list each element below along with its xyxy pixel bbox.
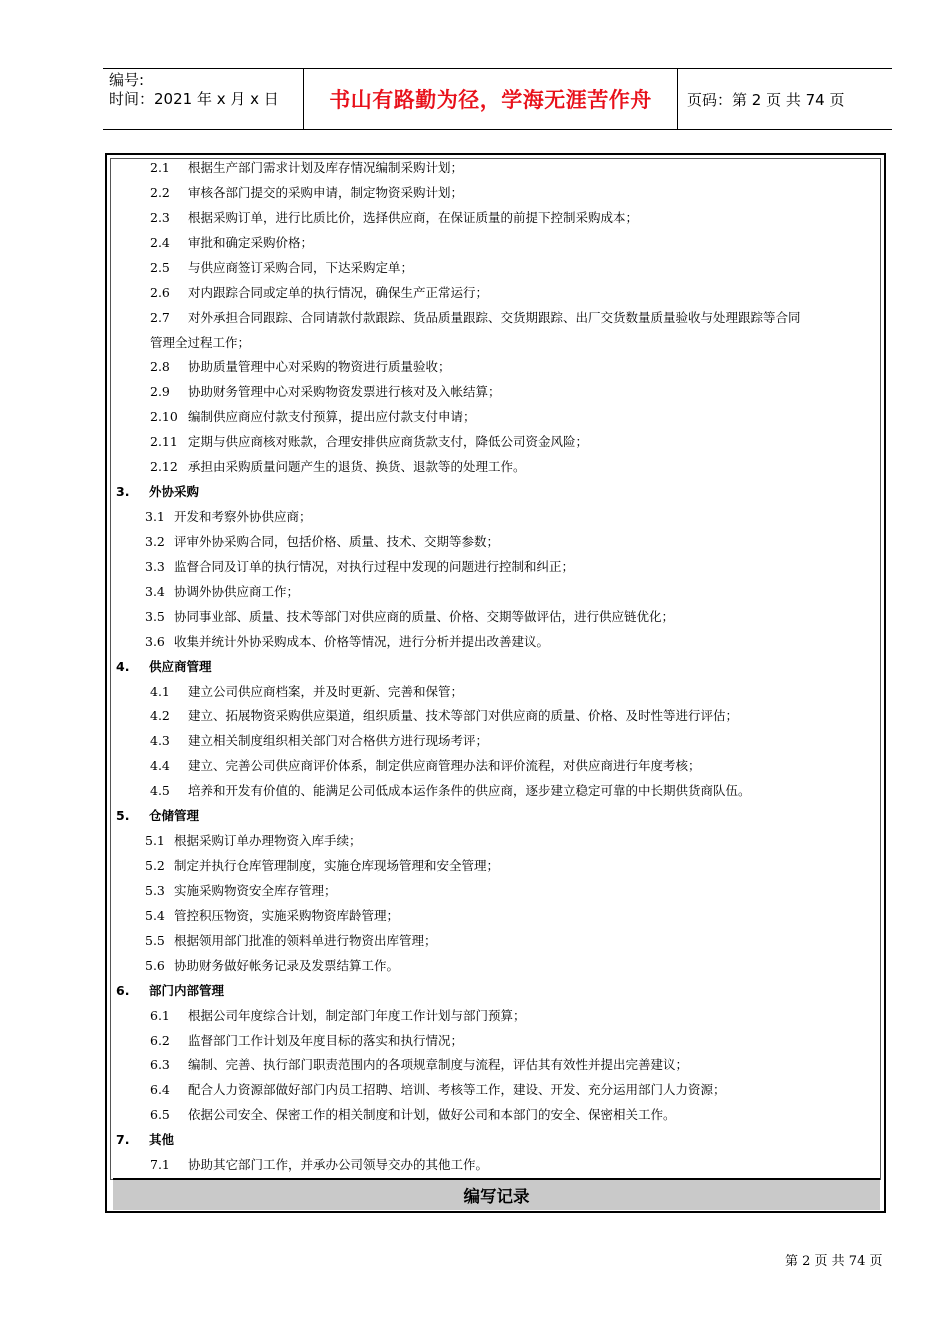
list-item: [150, 158, 463, 176]
list-item: [150, 233, 313, 251]
item-text: 根据采购订单，进行比质比价，选择供应商，在保证质量的前提下控制采购成本；: [188, 209, 639, 225]
item-text: 协调外协供应商工作；: [174, 583, 300, 599]
list-item: [145, 582, 299, 600]
item-number: 2.1: [150, 160, 170, 175]
item-number: 2.4: [150, 234, 170, 250]
item-number: 5.5: [145, 932, 165, 948]
section-title: 部门内部管理: [149, 982, 225, 998]
list-item: [150, 308, 801, 326]
header-motto: 书山有路勤为径，学海无涯苦作舟: [329, 87, 652, 112]
item-text: 管控积压物资，实施采购物资库龄管理；: [174, 907, 400, 923]
item-text: 与供应商签订采购合同，下达采购定单；: [188, 259, 414, 275]
list-item: [150, 1080, 726, 1098]
item-text: 收集并统计外协采购成本、价格等情况，进行分析并提出改善建议。: [174, 633, 550, 649]
item-text: 根据采购订单办理物资入库手续；: [174, 833, 362, 849]
section-number: 5.: [116, 808, 130, 824]
item-text: 协助财务做好帐务记录及发票结算工作。: [174, 957, 400, 973]
list-item: [150, 407, 476, 425]
item-number: 5.3: [145, 882, 165, 898]
item-text: 评审外协采购合同，包括价格、质量、技术、交期等参数；: [174, 533, 500, 549]
section-heading: [116, 806, 199, 824]
item-number: 4.3: [150, 733, 170, 749]
item-text: 根据生产部门需求计划及库存情况编制采购计划；: [188, 160, 464, 175]
item-number: 3.2: [145, 533, 165, 549]
item-number: 3.6: [145, 633, 165, 649]
list-item: [150, 756, 701, 774]
list-item: [145, 532, 499, 550]
section-title: 其他: [149, 1132, 175, 1148]
header-meta: [109, 71, 304, 109]
item-text: 监督部门工作计划及年度目标的落实和执行情况；: [188, 1032, 464, 1048]
section-heading: [116, 657, 212, 675]
item-text: 建立、拓展物资采购供应渠道，组织质量、技术等部门对供应商的质量、价格、及时性等进行评估；: [188, 708, 739, 724]
list-item: [150, 457, 526, 475]
item-number: 7.1: [150, 1157, 170, 1173]
item-text: 培养和开发有价值的、能满足公司低成本运作条件的供应商，逐步建立稳定可靠的中长期供货商队伍。: [188, 783, 751, 799]
item-number: 2.12: [150, 459, 178, 475]
item-number: 4.1: [150, 683, 170, 699]
item-number: 3.5: [145, 608, 165, 624]
list-item: [150, 183, 463, 201]
list-item: [150, 283, 488, 301]
section-number: 3.: [116, 484, 130, 500]
list-item: [150, 1031, 463, 1049]
list-item: [145, 956, 399, 974]
item-text: 协同事业部、质量、技术等部门对供应商的质量、价格、交期等做评估，进行供应链优化；: [174, 608, 675, 624]
list-item-continuation: [150, 333, 250, 351]
list-item: [145, 856, 499, 874]
item-text: 根据领用部门批准的领料单进行物资出库管理；: [174, 932, 437, 948]
item-text: 建立相关制度组织相关部门对合格供方进行现场考评；: [188, 733, 489, 749]
list-item: [150, 1055, 688, 1073]
header-page-label: 页码：第 2 页 共 74 页: [687, 90, 845, 109]
item-number: 2.6: [150, 284, 170, 300]
list-item: [150, 1105, 676, 1123]
list-item: [150, 731, 488, 749]
list-item: [150, 357, 451, 375]
list-item: [150, 382, 501, 400]
item-text: 协助其它部门工作，并承办公司领导交办的其他工作。: [188, 1157, 489, 1173]
item-text: 开发和考察外协供应商；: [174, 509, 312, 525]
list-item: [145, 931, 437, 949]
item-text: 根据公司年度综合计划，制定部门年度工作计划与部门预算；: [188, 1007, 526, 1023]
item-number: 5.2: [145, 858, 165, 874]
item-number: 2.5: [150, 259, 170, 275]
section-heading: [116, 981, 224, 999]
time-label: 时间：2021 年 x 月 x 日: [109, 90, 279, 108]
section-title: 外协采购: [149, 484, 200, 500]
item-number: 6.3: [150, 1057, 170, 1073]
list-item: [150, 1006, 526, 1024]
list-item: [150, 1155, 488, 1173]
item-number: 2.7: [150, 309, 170, 325]
item-number: 4.5: [150, 783, 170, 799]
item-number: 5.1: [145, 833, 165, 849]
section-number: 4.: [116, 658, 130, 674]
item-number: 2.10: [150, 409, 178, 425]
item-number: 5.6: [145, 957, 165, 973]
item-text: 对外承担合同跟踪、合同请款付款跟踪、货品质量跟踪、交货期跟踪、出厂交货数量质量验收与处理跟踪等合同: [188, 309, 801, 325]
item-number: 2.3: [150, 209, 170, 225]
item-number: 2.2: [150, 184, 170, 200]
item-text: 配合人力资源部做好部门内员工招聘、培训、考核等工作，建设、开发、充分运用部门人力资源；: [188, 1082, 726, 1098]
list-item: [145, 607, 674, 625]
item-number: 4.2: [150, 708, 170, 724]
item-number: 3.3: [145, 558, 165, 574]
section-number: 6.: [116, 982, 130, 998]
number-label: 编号:: [109, 71, 145, 89]
item-text: 审批和确定采购价格；: [188, 234, 314, 250]
list-item: [145, 881, 337, 899]
list-item: [150, 706, 738, 724]
list-item: [150, 432, 588, 450]
item-text-continuation: 管理全过程工作；: [150, 334, 251, 350]
item-number: 6.5: [150, 1107, 170, 1123]
item-text: 监督合同及订单的执行情况，对执行过程中发现的问题进行控制和纠正；: [174, 558, 575, 574]
page-footer: 第 2 页 共 74 页: [785, 1254, 883, 1269]
item-text: 协助质量管理中心对采购的物资进行质量验收；: [188, 359, 451, 375]
item-text: 编制供应商应付款支付预算，提出应付款支付申请；: [188, 409, 476, 425]
page-header: [103, 68, 892, 130]
list-item: [145, 507, 312, 525]
item-text: 对内跟踪合同或定单的执行情况，确保生产正常运行；: [188, 284, 489, 300]
item-text: 依据公司安全、保密工作的相关制度和计划，做好公司和本部门的安全、保密相关工作。: [188, 1107, 676, 1123]
item-number: 3.4: [145, 583, 165, 599]
item-number: 4.4: [150, 758, 170, 774]
list-item: [145, 632, 549, 650]
list-item: [150, 781, 751, 799]
item-text: 承担由采购质量问题产生的退货、换货、退款等的处理工作。: [188, 459, 526, 475]
list-item: [150, 682, 463, 700]
item-number: 3.1: [145, 509, 165, 525]
item-number: 5.4: [145, 907, 165, 923]
item-number: 2.11: [150, 434, 178, 450]
item-number: 6.4: [150, 1082, 170, 1098]
item-text: 制定并执行仓库管理制度，实施仓库现场管理和安全管理；: [174, 858, 500, 874]
item-number: 6.1: [150, 1007, 170, 1023]
section-title: 仓储管理: [149, 808, 200, 824]
section-title: 供应商管理: [149, 658, 212, 674]
record-section-title: 编写记录: [113, 1178, 880, 1210]
item-number: 6.2: [150, 1032, 170, 1048]
list-item: [150, 208, 638, 226]
item-text: 编制、完善、执行部门职责范围内的各项规章制度与流程，评估其有效性并提出完善建议；: [188, 1057, 689, 1073]
item-text: 实施采购物资安全库存管理；: [174, 882, 337, 898]
item-text: 协助财务管理中心对采购物资发票进行核对及入帐结算；: [188, 384, 501, 400]
header-divider: [677, 69, 678, 129]
section-heading: [116, 482, 199, 500]
item-text: 审核各部门提交的采购申请，制定物资采购计划；: [188, 184, 464, 200]
section-number: 7.: [116, 1132, 130, 1148]
list-item: [145, 557, 574, 575]
list-item: [145, 906, 399, 924]
item-text: 定期与供应商核对账款，合理安排供应商货款支付，降低公司资金风险；: [188, 434, 589, 450]
list-item: [145, 831, 362, 849]
item-text: 建立公司供应商档案，并及时更新、完善和保管；: [188, 683, 464, 699]
section-heading: [116, 1130, 174, 1148]
list-item: [150, 258, 413, 276]
item-number: 2.9: [150, 384, 170, 400]
item-text: 建立、完善公司供应商评价体系，制定供应商管理办法和评价流程，对供应商进行年度考核；: [188, 758, 701, 774]
item-number: 2.8: [150, 359, 170, 375]
